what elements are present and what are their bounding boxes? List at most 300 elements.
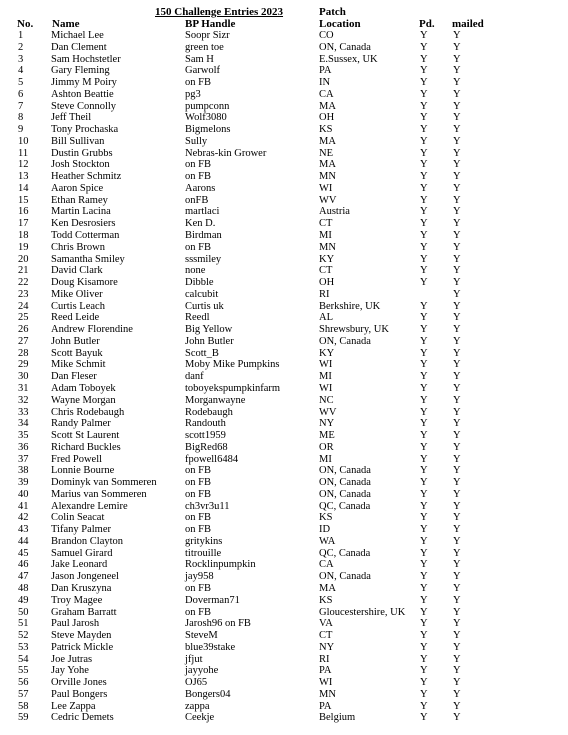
entry-handle: onFB	[185, 194, 209, 206]
entry-mailed: Y	[453, 641, 461, 653]
entry-number: 37	[18, 453, 29, 465]
entry-location: QC, Canada	[319, 547, 371, 559]
entry-paid: Y	[420, 300, 428, 312]
entry-paid: Y	[420, 477, 428, 489]
entry-location: Belgium	[319, 712, 356, 724]
entry-number: 22	[18, 277, 29, 289]
table-row	[0, 171, 568, 183]
entry-handle: Bongers04	[185, 688, 231, 700]
entry-location: OH	[319, 277, 335, 289]
entry-handle: Moby Mike Pumpkins	[185, 359, 280, 371]
entry-paid: Y	[420, 453, 428, 465]
entry-location: MN	[319, 241, 336, 253]
entry-mailed: Y	[453, 430, 461, 442]
entry-number: 59	[18, 712, 29, 724]
entry-number: 8	[18, 112, 24, 124]
entry-number: 44	[18, 535, 29, 547]
entry-location: CA	[319, 88, 334, 100]
entry-name: Graham Barratt	[51, 606, 117, 618]
entry-location: QC, Canada	[319, 500, 371, 512]
location-column-header: Location	[319, 18, 361, 30]
entry-mailed: Y	[453, 324, 461, 336]
table-row	[0, 712, 568, 724]
entry-mailed: Y	[453, 406, 461, 418]
entry-number: 54	[18, 653, 29, 665]
entry-handle: on FB	[185, 582, 211, 594]
number-column-header: No.	[17, 18, 34, 30]
table-row	[0, 101, 568, 113]
entry-number: 49	[18, 594, 29, 606]
table-row	[0, 395, 568, 407]
entry-number: 13	[18, 171, 29, 183]
entry-name: Dan Fleser	[51, 371, 97, 383]
entry-number: 41	[18, 500, 29, 512]
entry-mailed: Y	[453, 441, 461, 453]
entry-handle: Randouth	[185, 418, 226, 430]
entry-number: 30	[18, 371, 29, 383]
entry-paid: Y	[420, 147, 428, 159]
entry-mailed: Y	[453, 535, 461, 547]
entry-handle: Rocklinpumpkin	[185, 559, 256, 571]
entry-mailed: Y	[453, 124, 461, 136]
entry-number: 35	[18, 430, 29, 442]
entry-handle: Dibble	[185, 277, 214, 289]
entry-mailed: Y	[453, 230, 461, 242]
table-row	[0, 265, 568, 277]
entry-name: Patrick Mickle	[51, 641, 114, 653]
entry-handle: Sully	[185, 135, 208, 147]
entry-name: Dan Clement	[51, 41, 107, 53]
entry-location: WI	[319, 182, 333, 194]
entry-handle: Reedl	[185, 312, 210, 324]
table-row	[0, 324, 568, 336]
entry-mailed: Y	[453, 582, 461, 594]
entry-paid: Y	[420, 547, 428, 559]
entry-paid: Y	[420, 406, 428, 418]
entry-mailed: Y	[453, 547, 461, 559]
entry-handle: BigRed68	[185, 441, 228, 453]
entry-mailed: Y	[453, 300, 461, 312]
entry-name: Martin Lacina	[51, 206, 111, 218]
entry-handle: sssmiley	[185, 253, 222, 265]
table-row	[0, 289, 568, 301]
entry-handle: danf	[185, 371, 204, 383]
entry-number: 40	[18, 488, 29, 500]
entry-mailed: Y	[453, 559, 461, 571]
entry-name: Heather Schmitz	[51, 171, 122, 183]
entry-paid: Y	[420, 535, 428, 547]
table-row	[0, 54, 568, 66]
entry-handle: pg3	[185, 88, 201, 100]
entry-name: Adam Toboyek	[51, 382, 116, 394]
table-row	[0, 206, 568, 218]
entry-paid: Y	[420, 559, 428, 571]
entry-location: KY	[319, 347, 335, 359]
entry-location: RI	[319, 288, 330, 300]
entry-paid: Y	[420, 512, 428, 524]
entry-handle: Ceekje	[185, 712, 215, 724]
entry-handle: blue39stake	[185, 641, 236, 653]
entry-paid: Y	[420, 677, 428, 689]
entry-handle: SteveM	[185, 630, 218, 642]
entry-mailed: Y	[453, 347, 461, 359]
entry-number: 46	[18, 559, 29, 571]
entry-paid: Y	[420, 312, 428, 324]
entry-name: Troy Magee	[51, 594, 103, 606]
entry-location: WI	[319, 359, 333, 371]
entry-location: Austria	[319, 206, 350, 218]
entry-mailed: Y	[453, 194, 461, 206]
entry-handle: martlaci	[185, 206, 220, 218]
entry-paid: Y	[420, 582, 428, 594]
entry-location: ON, Canada	[319, 41, 371, 53]
table-row	[0, 442, 568, 454]
table-row	[0, 430, 568, 442]
entry-name: Tifany Palmer	[51, 524, 111, 536]
entry-location: NE	[319, 147, 333, 159]
entry-mailed: Y	[453, 618, 461, 630]
entry-mailed: Y	[453, 394, 461, 406]
entry-handle: toboyekspumpkinfarm	[185, 382, 281, 394]
entry-name: Bill Sullivan	[51, 135, 105, 147]
entry-mailed: Y	[453, 571, 461, 583]
table-row	[0, 112, 568, 124]
entry-location: CO	[319, 30, 334, 41]
table-row	[0, 242, 568, 254]
entry-paid: Y	[420, 618, 428, 630]
entry-name: Orville Jones	[51, 677, 107, 689]
entry-mailed: Y	[453, 265, 461, 277]
entry-name: Jeff Theil	[51, 112, 92, 124]
entry-name: Scott Bayuk	[51, 347, 103, 359]
entry-mailed: Y	[453, 241, 461, 253]
entry-handle: John Butler	[185, 335, 234, 347]
entry-name: Ken Desrosiers	[51, 218, 116, 230]
entry-mailed: Y	[453, 218, 461, 230]
entry-handle: OJ65	[185, 677, 208, 689]
entry-location: ON, Canada	[319, 571, 371, 583]
entry-paid: Y	[420, 206, 428, 218]
table-header	[0, 6, 568, 30]
entry-location: CA	[319, 559, 334, 571]
entry-number: 1	[18, 30, 24, 41]
entry-number: 32	[18, 394, 29, 406]
entry-mailed: Y	[453, 41, 461, 53]
entry-mailed: Y	[453, 512, 461, 524]
entry-name: Jake Leonard	[51, 559, 108, 571]
entry-handle: titrouille	[185, 547, 222, 559]
entry-paid: Y	[420, 253, 428, 265]
entry-number: 28	[18, 347, 29, 359]
entry-name: Dominyk van Sommeren	[51, 477, 157, 489]
entry-handle: Wolf3080	[185, 112, 227, 124]
entry-mailed: Y	[453, 524, 461, 536]
table-row	[0, 301, 568, 313]
entry-paid: Y	[420, 112, 428, 124]
entry-handle: on FB	[185, 524, 211, 536]
handle-column-header: BP Handle	[185, 18, 236, 30]
entry-name: Joe Jutras	[51, 653, 93, 665]
entry-name: Steve Connolly	[51, 100, 117, 112]
entry-name: Samantha Smiley	[51, 253, 125, 265]
entry-handle: Doverman71	[185, 594, 240, 606]
entry-paid: Y	[420, 265, 428, 277]
entry-number: 31	[18, 382, 29, 394]
entry-paid: Y	[420, 653, 428, 665]
entry-name: Mike Schmit	[51, 359, 106, 371]
entry-number: 16	[18, 206, 29, 218]
entry-paid: Y	[420, 335, 428, 347]
table-row	[0, 583, 568, 595]
entry-name: Richard Buckles	[51, 441, 121, 453]
entry-handle: Garwolf	[185, 65, 220, 77]
entry-location: NC	[319, 394, 334, 406]
entry-number: 24	[18, 300, 29, 312]
entry-number: 3	[18, 53, 24, 65]
entry-location: VA	[319, 618, 333, 630]
entry-mailed: Y	[453, 665, 461, 677]
table-row	[0, 536, 568, 548]
entry-mailed: Y	[453, 100, 461, 112]
entry-number: 48	[18, 582, 29, 594]
entry-mailed: Y	[453, 453, 461, 465]
table-row	[0, 595, 568, 607]
entry-mailed: Y	[453, 77, 461, 89]
entry-number: 4	[18, 65, 24, 77]
entry-number: 10	[18, 135, 29, 147]
entry-number: 56	[18, 677, 29, 689]
table-row	[0, 230, 568, 242]
entry-handle: fpowell6484	[185, 453, 239, 465]
entry-paid: Y	[420, 382, 428, 394]
entry-location: ON, Canada	[319, 335, 371, 347]
table-row	[0, 654, 568, 666]
entry-number: 29	[18, 359, 29, 371]
entry-handle: scott1959	[185, 430, 226, 442]
table-row	[0, 383, 568, 395]
entry-paid: Y	[420, 418, 428, 430]
entry-location: PA	[319, 665, 332, 677]
entry-location: IN	[319, 77, 331, 89]
entry-paid: Y	[420, 124, 428, 136]
entry-number: 45	[18, 547, 29, 559]
entry-paid: Y	[420, 594, 428, 606]
entry-location: MN	[319, 688, 336, 700]
entry-location: MI	[319, 371, 332, 383]
entry-handle: on FB	[185, 488, 211, 500]
entry-paid: Y	[420, 665, 428, 677]
entry-name: Fred Powell	[51, 453, 103, 465]
patch-header: Patch	[319, 6, 346, 18]
entry-location: E.Sussex, UK	[319, 53, 378, 65]
entry-name: Cedric Demets	[51, 712, 114, 724]
entry-paid: Y	[420, 571, 428, 583]
entry-location: WA	[319, 535, 336, 547]
entry-location: WI	[319, 382, 333, 394]
table-row	[0, 477, 568, 489]
entry-name: Paul Bongers	[51, 688, 108, 700]
entry-handle: none	[185, 265, 206, 277]
entry-paid: Y	[420, 241, 428, 253]
entry-name: Doug Kisamore	[51, 277, 118, 289]
entry-paid: Y	[420, 500, 428, 512]
entry-number: 23	[18, 288, 29, 300]
entry-name: Marius van Sommeren	[51, 488, 147, 500]
entry-name: Randy Palmer	[51, 418, 111, 430]
entry-name: Reed Leide	[51, 312, 100, 324]
entry-number: 36	[18, 441, 29, 453]
entry-handle: on FB	[185, 77, 211, 89]
entry-paid: Y	[420, 53, 428, 65]
entry-location: CT	[319, 265, 333, 277]
table-row	[0, 359, 568, 371]
entry-number: 14	[18, 182, 29, 194]
entry-paid: Y	[420, 465, 428, 477]
entry-paid: Y	[420, 30, 428, 41]
entry-location: RI	[319, 653, 330, 665]
entry-number: 20	[18, 253, 29, 265]
entry-paid: Y	[420, 65, 428, 77]
table-row	[0, 465, 568, 477]
entry-handle: pumpconn	[185, 100, 230, 112]
entry-paid: Y	[420, 88, 428, 100]
entry-location: CT	[319, 218, 333, 230]
entry-name: Ethan Ramey	[51, 194, 108, 206]
entry-mailed: Y	[453, 112, 461, 124]
entry-number: 18	[18, 230, 29, 242]
entry-name: Chris Rodebaugh	[51, 406, 125, 418]
entry-handle: ch3vr3u11	[185, 500, 230, 512]
entry-handle: Jarosh96 on FB	[185, 618, 251, 630]
entry-mailed: Y	[453, 653, 461, 665]
table-row	[0, 336, 568, 348]
entry-number: 38	[18, 465, 29, 477]
entry-mailed: Y	[453, 30, 461, 41]
table-row	[0, 630, 568, 642]
entry-mailed: Y	[453, 288, 461, 300]
entry-location: OR	[319, 441, 334, 453]
entry-mailed: Y	[453, 359, 461, 371]
entry-handle: Big Yellow	[185, 324, 233, 336]
entry-mailed: Y	[453, 500, 461, 512]
entry-name: Paul Jarosh	[51, 618, 100, 630]
table-row	[0, 524, 568, 536]
entry-number: 52	[18, 630, 29, 642]
entry-mailed: Y	[453, 488, 461, 500]
entry-mailed: Y	[453, 371, 461, 383]
table-row	[0, 571, 568, 583]
entry-location: ON, Canada	[319, 488, 371, 500]
entry-handle: on FB	[185, 171, 211, 183]
entry-handle: zappa	[185, 700, 210, 712]
entry-paid: Y	[420, 524, 428, 536]
entry-handle: jay958	[185, 571, 214, 583]
entry-number: 50	[18, 606, 29, 618]
entry-handle: on FB	[185, 241, 211, 253]
entry-location: KS	[319, 124, 333, 136]
entries-table-body	[0, 30, 568, 724]
entry-handle: Aarons	[185, 182, 216, 194]
entry-name: Samuel Girard	[51, 547, 113, 559]
entry-number: 26	[18, 324, 29, 336]
entry-name: Tony Prochaska	[51, 124, 119, 136]
entry-name: Andrew Florendine	[51, 324, 133, 336]
entry-location: MA	[319, 582, 336, 594]
paid-column-header: Pd.	[419, 18, 435, 30]
table-row	[0, 501, 568, 513]
table-row	[0, 548, 568, 560]
entry-handle: Scott_B	[185, 347, 219, 359]
entry-handle: Rodebaugh	[185, 406, 233, 418]
table-row	[0, 218, 568, 230]
entry-paid: Y	[420, 630, 428, 642]
table-row	[0, 124, 568, 136]
entry-handle: green toe	[185, 41, 224, 53]
entry-paid: Y	[420, 159, 428, 171]
entry-number: 17	[18, 218, 29, 230]
entry-handle: on FB	[185, 159, 211, 171]
entry-mailed: Y	[453, 253, 461, 265]
entry-location: AL	[319, 312, 333, 324]
entry-handle: Morganwayne	[185, 394, 246, 406]
entry-number: 25	[18, 312, 29, 324]
entry-paid: Y	[420, 359, 428, 371]
entry-paid: Y	[420, 606, 428, 618]
entry-location: KY	[319, 253, 335, 265]
entry-name: David Clark	[51, 265, 103, 277]
entry-mailed: Y	[453, 147, 461, 159]
entry-number: 39	[18, 477, 29, 489]
entry-number: 2	[18, 41, 24, 53]
table-row	[0, 701, 568, 713]
entry-mailed: Y	[453, 88, 461, 100]
entry-name: Mike Oliver	[51, 288, 103, 300]
entry-name: Jay Yohe	[51, 665, 89, 677]
entry-number: 12	[18, 159, 29, 171]
entry-number: 11	[18, 147, 29, 159]
entry-location: MA	[319, 100, 336, 112]
entry-paid: Y	[420, 171, 428, 183]
entry-number: 43	[18, 524, 29, 536]
entry-number: 19	[18, 241, 29, 253]
entry-number: 6	[18, 88, 24, 100]
entry-mailed: Y	[453, 182, 461, 194]
table-row	[0, 677, 568, 689]
entry-number: 42	[18, 512, 29, 524]
entry-location: CT	[319, 630, 333, 642]
entry-name: Jason Jongeneel	[51, 571, 119, 583]
entry-paid: Y	[420, 688, 428, 700]
entry-paid: Y	[420, 700, 428, 712]
entry-handle: Birdman	[185, 230, 222, 242]
entry-mailed: Y	[453, 477, 461, 489]
entry-number: 33	[18, 406, 29, 418]
table-row	[0, 277, 568, 289]
entry-mailed: Y	[453, 159, 461, 171]
entry-location: Shrewsbury, UK	[319, 324, 389, 336]
table-row	[0, 195, 568, 207]
entry-mailed: Y	[453, 712, 461, 724]
entry-mailed: Y	[453, 688, 461, 700]
entry-name: Brandon Clayton	[51, 535, 124, 547]
entry-number: 9	[18, 124, 24, 136]
entry-paid: Y	[420, 194, 428, 206]
entry-mailed: Y	[453, 335, 461, 347]
entry-name: Dustin Grubbs	[51, 147, 113, 159]
entry-mailed: Y	[453, 465, 461, 477]
entry-name: Lee Zappa	[51, 700, 96, 712]
entry-location: PA	[319, 65, 332, 77]
